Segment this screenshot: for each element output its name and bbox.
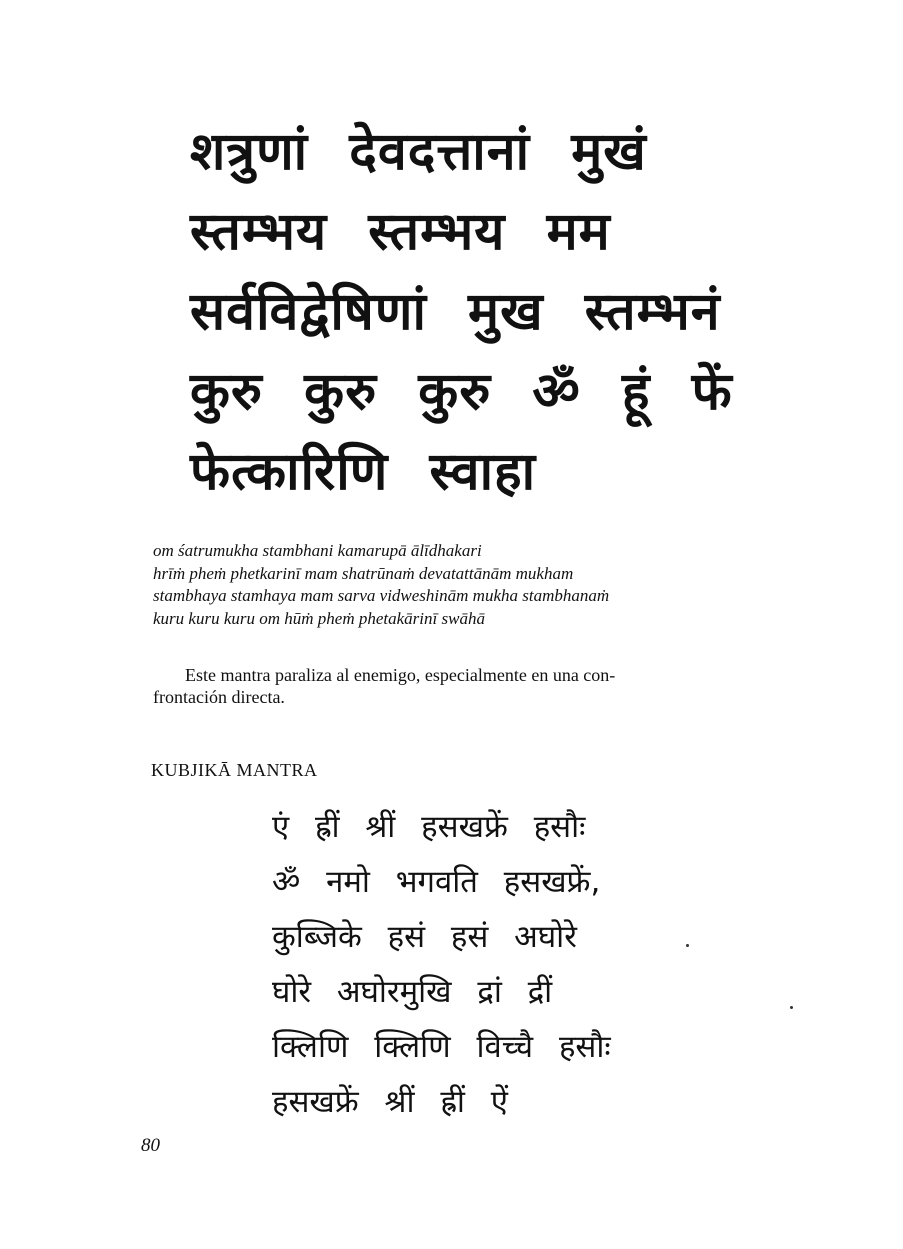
kubjika-line-6: हसखफ्रें श्रीं ह्रीं ऐं [272,1084,508,1120]
section-heading: KUBJIKĀ MANTRA [151,760,318,780]
mantra-line-2: स्तम्भय स्तम्भय मम [190,202,611,262]
kubjika-line-5: क्लिणि क्लिणि विच्चै हसौः [272,1029,611,1065]
kubjika-line-1: एं ह्रीं श्रीं हसखफ्रें हसौः [272,809,586,845]
mantra-devanagari-block [190,112,790,512]
description-line-2: frontación directa. [153,687,285,707]
transliteration-line-2: hrīṁ pheṁ phetkarinī mam shatrūnaṁ devatattānām mukham [153,563,574,583]
scan-speck [686,944,689,947]
mantra-line-4: कुरु कुरु कुरु ॐ हूं फें [190,362,733,422]
transliteration-line-1: om śatrumukha stambhani kamarupā ālīdhakari [153,541,482,560]
scan-speck [790,1006,793,1009]
kubjika-line-2: ॐ नमो भगवति हसखफ्रें, [272,864,601,900]
kubjika-line-3: कुब्जिके हसं हसं अघोरे [272,919,577,955]
kubjika-line-4: घोरे अघोरमुखि द्रां द्रीं [272,974,553,1010]
kubjika-devanagari-block [272,800,692,1130]
description-paragraph [153,664,793,708]
transliteration-line-4: kuru kuru kuru om hūṁ pheṁ phetakārinī swāhā [153,608,485,628]
mantra-line-3: सर्वविद्वेषिणां मुख स्तम्भनं [190,282,721,342]
description-line-1: Este mantra paraliza al enemigo, especialmente en una con- [185,665,616,685]
transliteration-block [153,540,803,630]
transliteration-line-3: stambhaya stamhaya mam sarva vidweshinām mukha stambhanaṁ [153,586,610,605]
page-number: 80 [141,1135,160,1156]
mantra-line-1: शत्रुणां देवदत्तानां मुखं [190,122,647,182]
mantra-line-5: फेत्कारिणि स्वाहा [190,442,537,502]
